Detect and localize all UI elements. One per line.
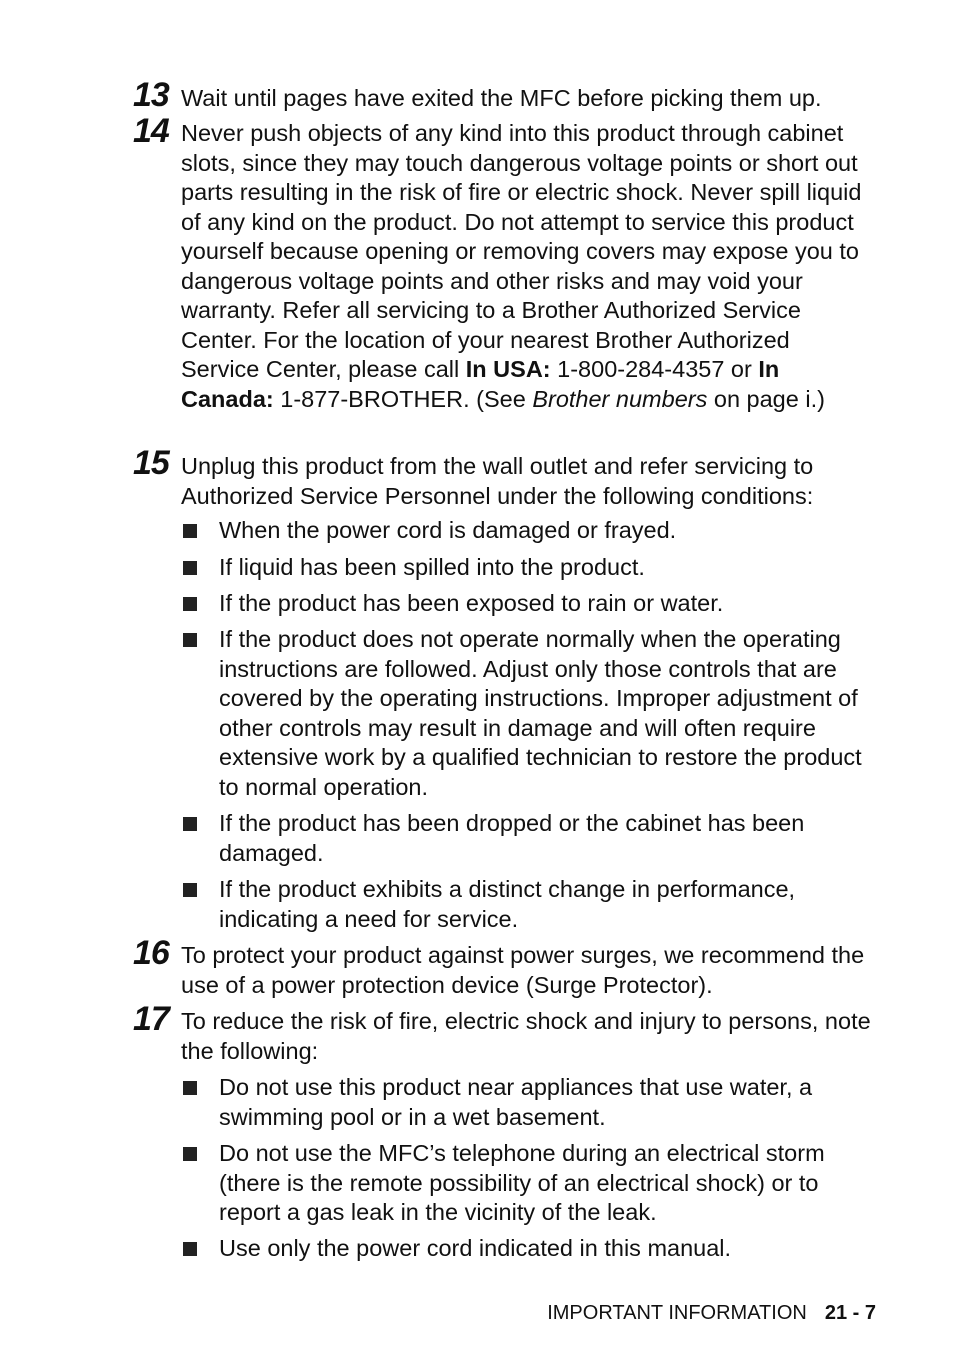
item-number-14: 14 [133,112,169,150]
item-16-text: To protect your product against power surges, we recommend the use of a power protection device (Surge Protector). [181,942,865,998]
page-number: 21 - 7 [824,1302,876,1324]
bullet-square-icon [183,1147,197,1161]
bullet-square-icon [183,1242,197,1256]
item-13-text: Wait until pages have exited the MFC before picking them up. [181,85,822,111]
list-item-text: Do not use this product near appliances that use water, a swimming pool or in a wet basement. [219,1074,813,1130]
bullet-square-icon [183,561,197,575]
page-reference: on page i.) [707,385,825,412]
usa-phone: 1-800-284-4357 [557,356,725,382]
list-item-text: If the product does not operate normally when the operating instructions are followed. Adjust only those controls that are covered by the operating instructions. Improper adjustment of other controls may result in damage and will often require extensive work by a qualified technician to restore the product to normal operation. [219,626,862,800]
item-number-13: 13 [133,76,169,114]
list-item-text: Do not use the MFC’s telephone during an electrical storm (there is the remote possibility of an electrical shock) or to report a gas leak in the vicinity of the leak. [219,1140,825,1225]
list-item-text: If the product exhibits a distinct change in performance, indicating a need for service. [219,876,796,932]
usa-label: In USA: [465,356,551,382]
canada-label: In Canada: [181,356,780,412]
bullet-square-icon [183,524,197,538]
bullet-square-icon [183,883,197,897]
brother-numbers-reference: Brother numbers [532,385,708,412]
bullet-square-icon [183,597,197,611]
item-number-17: 17 [133,1000,169,1038]
item-17-text: To reduce the risk of fire, electric shock and injury to persons, note the following: [181,1008,871,1064]
item-number-15: 15 [133,444,169,482]
bullet-square-icon [183,1081,197,1095]
list-item-text: Use only the power cord indicated in this manual. [219,1235,732,1261]
page-footer [547,1301,876,1325]
bullet-square-icon [183,633,197,647]
list-item-text: If the product has been exposed to rain or water. [219,590,724,616]
item-15-text: Unplug this product from the wall outlet and refer servicing to Authorized Service Personnel under the following conditions: [181,453,814,509]
list-item-text: If the product has been dropped or the cabinet has been damaged. [219,810,805,866]
canada-phone: 1-877-BROTHER. (See [273,385,533,412]
item-number-16: 16 [133,934,169,972]
item-14-body: Never push objects of any kind into this product through cabinet slots, since they may touch dangerous voltage points or short out parts resulting in the risk of fire or electric shock. Never spill liquid of any kind on the product. Do not attempt to service this product yourself because opening or removing covers may expose you to dangerous voltage points and other risks and may void your warranty. Refer all servicing to a Brother Authorized Service Center. For the location of your nearest Brother Authorized Service Center, please call [181,120,862,382]
footer-section-title: IMPORTANT INFORMATION [547,1302,807,1324]
bullet-square-icon [183,817,197,831]
item-14-text [181,119,873,414]
list-item-text: When the power cord is damaged or frayed. [219,517,677,543]
list-item-text: If liquid has been spilled into the product. [219,554,645,580]
or-text: or [724,356,759,382]
